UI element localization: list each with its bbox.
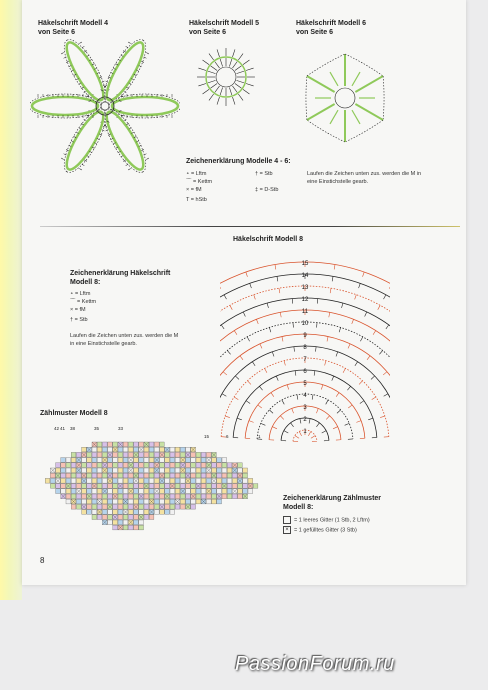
- m8-row-number: 6: [303, 369, 307, 375]
- zaehl-title: Zählmuster Modell 8: [40, 410, 108, 417]
- section-divider: [40, 226, 460, 227]
- zaehl-col-label: 15: [204, 434, 210, 439]
- m6-star-diagram: [290, 40, 400, 152]
- m8-legend-title: Zeichenerklärung Häkelschrift Modell 8:: [70, 270, 171, 286]
- m4-subtitle: von Seite 6: [38, 29, 75, 36]
- empty-grid-icon: [283, 516, 291, 524]
- m4-flower-diagram: [30, 38, 180, 174]
- zaehl-grid-chart: [36, 420, 266, 555]
- m8-row-number: 10: [301, 321, 309, 327]
- zaehl-legend-empty: = 1 leeres Gitter (1 Stb, 2 Lftm): [283, 516, 370, 524]
- zaehl-legend-filled: × = 1 gefülltes Gitter (3 Stb): [283, 526, 357, 534]
- legend46-item-fm: × = fM: [186, 187, 202, 193]
- m8-row-number: 12: [301, 297, 309, 303]
- m8-row-number: 3: [303, 405, 307, 411]
- m8-legend-item-stb: † = Stb: [70, 317, 88, 323]
- m5-subtitle: von Seite 6: [189, 29, 226, 36]
- zaehl-col-label: 33: [118, 426, 124, 431]
- m8-title: Häkelschrift Modell 8: [233, 236, 304, 243]
- page-spine: [0, 0, 22, 600]
- filled-grid-icon: ×: [283, 526, 291, 534]
- zaehl-col-label: 42: [54, 426, 60, 431]
- m8-row-number: 7: [303, 357, 307, 363]
- zaehl-legend-title: Zeichenerklärung Zählmuster Modell 8:: [283, 495, 382, 511]
- m8-row-number: 14: [301, 273, 309, 279]
- legend46-item-dstb: ‡ = D-Stb: [255, 187, 279, 193]
- m8-row-number: 4: [303, 393, 307, 399]
- zaehl-col-label: 41: [60, 426, 66, 431]
- m8-row-number: 2: [303, 417, 307, 423]
- m5-title: Häkelschrift Modell 5: [189, 20, 260, 27]
- m8-legend-item-fm: × = fM: [70, 307, 86, 313]
- m8-row-number: 1: [303, 429, 307, 435]
- legend46-item-lftm: ∘ = Lftm: [186, 171, 207, 177]
- m8-row-number: 15: [301, 261, 309, 267]
- m6-subtitle: von Seite 6: [296, 29, 333, 36]
- m8-row-number: 8: [303, 345, 307, 351]
- m8-row-number: 13: [301, 285, 309, 291]
- legend46-title: Zeichenerklärung Modelle 4 - 6:: [186, 158, 291, 165]
- legend46-item-hstb: T = hStb: [186, 197, 207, 203]
- zaehl-col-label: 1: [258, 434, 261, 439]
- m8-legend-item-lftm: ∘ = Lftm: [70, 291, 91, 297]
- m8-legend-item-kettm: ⌒ = Kettm: [70, 299, 97, 305]
- m5-round-diagram: [193, 44, 259, 110]
- m6-title: Häkelschrift Modell 6: [296, 20, 367, 27]
- legend46-item-kettm: ⌒ = Kettm: [186, 179, 213, 185]
- m4-title: Häkelschrift Modell 4: [38, 20, 109, 27]
- zaehl-col-label: 35: [94, 426, 100, 431]
- legend46-note: Laufen die Zeichen unten zus. werden die M in eine Einstichstelle gearb.: [307, 171, 422, 185]
- legend46-item-stb: † = Stb: [255, 171, 273, 177]
- zaehl-col-label: 6: [226, 434, 229, 439]
- page-number: 8: [40, 556, 45, 565]
- m8-row-number: 11: [301, 309, 309, 315]
- watermark-text: PassionForum.ru: [235, 653, 395, 675]
- zaehl-col-label: 38: [70, 426, 76, 431]
- m8-row-number: 5: [303, 381, 307, 387]
- m8-row-number: 9: [303, 333, 307, 339]
- m8-legend-note: Laufen die Zeichen unten zus. werden die M in eine Einstichstelle gearb.: [70, 333, 179, 347]
